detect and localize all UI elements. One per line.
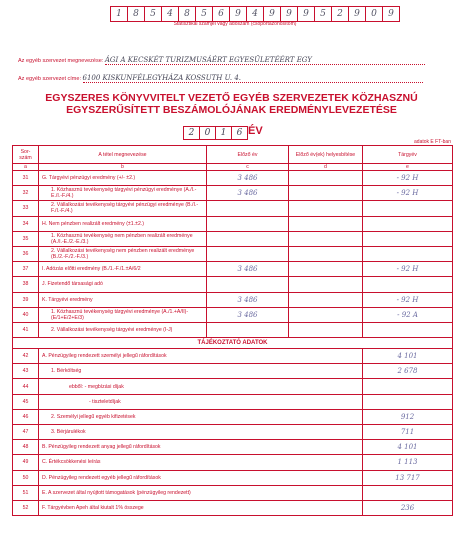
row-name: 1. Közhasznú tevékenység tárgyévi eredménye (A./1.+A/II)-(E/1+E/2+E/3) bbox=[39, 307, 207, 322]
year-digit: 0 bbox=[200, 127, 216, 139]
row-number: 49 bbox=[13, 455, 39, 470]
row-prev-value bbox=[207, 201, 289, 216]
stat-digit: 4 bbox=[247, 7, 264, 21]
year-digit: 1 bbox=[216, 127, 232, 139]
row-current-value: - 92 A bbox=[363, 307, 453, 322]
stat-digit: 5 bbox=[196, 7, 213, 21]
row-correction-value bbox=[289, 246, 363, 261]
row-number: 43 bbox=[13, 364, 39, 379]
row-name: 1. Bérköltség bbox=[39, 364, 363, 379]
table-row bbox=[13, 201, 453, 216]
row-prev-value: 3 486 bbox=[207, 292, 289, 307]
table-row bbox=[13, 500, 453, 515]
row-current-value bbox=[363, 394, 453, 409]
org-address-value: 6100 KISKUNFÉLEGYHÁZA KOSSUTH U. 4. bbox=[83, 74, 423, 83]
row-current-value bbox=[363, 246, 453, 261]
row-correction-value bbox=[289, 307, 363, 322]
row-prev-value bbox=[207, 277, 289, 292]
row-number: 32 bbox=[13, 186, 39, 201]
row-correction-value bbox=[289, 186, 363, 201]
table-row bbox=[13, 186, 453, 201]
stat-digit: 8 bbox=[179, 7, 196, 21]
row-correction-value bbox=[289, 171, 363, 186]
table-row bbox=[13, 171, 453, 186]
row-name: 2. Személyi jellegű egyéb kifizetések bbox=[39, 409, 363, 424]
table-row bbox=[13, 307, 453, 322]
row-name: 1. Közhasznú tevékenység nem pénzben realizált eredménye (A./I.-E./2.-E./3.) bbox=[39, 231, 207, 246]
table-row bbox=[13, 216, 453, 231]
org-address-label: Az egyéb szervezet címe: bbox=[18, 76, 81, 82]
row-number: 41 bbox=[13, 322, 39, 337]
table-row bbox=[13, 379, 453, 394]
row-name: 3. Bérjárulékok bbox=[39, 425, 363, 440]
row-prev-value bbox=[207, 246, 289, 261]
row-prev-value: 3 486 bbox=[207, 307, 289, 322]
stat-digit: 9 bbox=[298, 7, 315, 21]
row-name: D. Pénzügyileg rendezett egyéb jellegű ráfordítások bbox=[39, 470, 363, 485]
year-digit: 2 bbox=[184, 127, 200, 139]
row-correction-value bbox=[289, 201, 363, 216]
stat-digit: 6 bbox=[213, 7, 230, 21]
header-cur: Tárgyév bbox=[363, 146, 453, 164]
row-name: H. Nem pénzben realizált eredmény (±1.±2.) bbox=[39, 216, 207, 231]
stat-digit: 0 bbox=[366, 7, 383, 21]
stat-digit: 5 bbox=[315, 7, 332, 21]
row-correction-value bbox=[289, 216, 363, 231]
stat-digit: 2 bbox=[332, 7, 349, 21]
row-number: 40 bbox=[13, 307, 39, 322]
letter-a: a bbox=[13, 164, 39, 171]
row-number: 44 bbox=[13, 379, 39, 394]
table-row bbox=[13, 292, 453, 307]
row-current-value bbox=[363, 277, 453, 292]
row-current-value: - 92 H bbox=[363, 186, 453, 201]
year-digit: 6 bbox=[236, 128, 243, 138]
stat-digit: 9 bbox=[281, 7, 298, 21]
row-name: A. Pénzügyileg rendezett személyi jellegű ráfordítások bbox=[39, 349, 363, 364]
row-number: 48 bbox=[13, 440, 39, 455]
letter-c: c bbox=[207, 164, 289, 171]
stat-caption: Statisztikai számjel vagy adószám (csoportazonosítóm) bbox=[173, 21, 297, 27]
stat-digit: 5 bbox=[145, 7, 162, 21]
row-current-value: 711 bbox=[363, 425, 453, 440]
row-correction-value bbox=[289, 231, 363, 246]
row-prev-value: 3 486 bbox=[207, 171, 289, 186]
row-number: 45 bbox=[13, 394, 39, 409]
header-corr: Előző év(ek) helyesbítése bbox=[289, 146, 363, 164]
stat-digit: 9 bbox=[230, 7, 247, 21]
row-current-value bbox=[363, 485, 453, 500]
row-number: 47 bbox=[13, 425, 39, 440]
row-number: 42 bbox=[13, 349, 39, 364]
row-number: 50 bbox=[13, 470, 39, 485]
row-name: - tiszteletdíjak bbox=[39, 394, 363, 409]
row-prev-value bbox=[207, 231, 289, 246]
row-name: C. Értékcsökkenési leírás bbox=[39, 455, 363, 470]
row-prev-value bbox=[207, 322, 289, 337]
row-number: 38 bbox=[13, 277, 39, 292]
row-current-value: 236 bbox=[363, 500, 453, 515]
table-row bbox=[13, 485, 453, 500]
table-row bbox=[13, 394, 453, 409]
year-box bbox=[183, 126, 248, 140]
title-line-2: EGYSZERŰSÍTETT BESZÁMOLÓJÁNAK EREDMÉNYLEVEZETÉSE bbox=[66, 104, 397, 116]
row-current-value bbox=[363, 231, 453, 246]
row-number: 33 bbox=[13, 201, 39, 216]
stat-digit: 9 bbox=[388, 9, 394, 19]
table-row bbox=[13, 231, 453, 246]
stat-number-box bbox=[110, 6, 400, 22]
info-header-row bbox=[13, 338, 453, 349]
row-current-value: 912 bbox=[363, 409, 453, 424]
row-number: 34 bbox=[13, 216, 39, 231]
table-row bbox=[13, 440, 453, 455]
row-number: 37 bbox=[13, 262, 39, 277]
table-row bbox=[13, 425, 453, 440]
org-name-label: Az egyéb szervezet megnevezése: bbox=[18, 58, 104, 64]
row-number: 51 bbox=[13, 485, 39, 500]
unit-label: adatok E FT-ban bbox=[414, 139, 451, 145]
row-name: 2. Vállalkozási tevékenység tárgyévi pénzügyi eredménye (B./I.-F./I.-F./4.) bbox=[39, 201, 207, 216]
row-name: F. Tárgyévben Apeh által kiutalt 1% összege bbox=[39, 500, 363, 515]
row-prev-value bbox=[207, 216, 289, 231]
row-name: ebből: - megbízási díjak bbox=[39, 379, 363, 394]
table-row bbox=[13, 349, 453, 364]
table-row bbox=[13, 470, 453, 485]
row-number: 39 bbox=[13, 292, 39, 307]
row-name: 2. Vállalkozási tevékenység tárgyévi eredménye (I-J) bbox=[39, 322, 207, 337]
org-address-line bbox=[18, 74, 423, 83]
stat-digit: 9 bbox=[264, 7, 281, 21]
stat-digit: 8 bbox=[128, 7, 145, 21]
org-name-line bbox=[18, 56, 425, 65]
year-label: ÉV bbox=[248, 125, 263, 137]
row-current-value: 4 101 bbox=[363, 440, 453, 455]
table-row bbox=[13, 455, 453, 470]
row-current-value: - 92 H bbox=[363, 262, 453, 277]
row-current-value: - 92 H bbox=[363, 171, 453, 186]
row-current-value: - 92 H bbox=[363, 292, 453, 307]
table-row bbox=[13, 246, 453, 261]
row-current-value bbox=[363, 322, 453, 337]
table-row bbox=[13, 322, 453, 337]
row-number: 46 bbox=[13, 409, 39, 424]
table-row bbox=[13, 409, 453, 424]
row-current-value bbox=[363, 216, 453, 231]
row-name: G. Tárgyévi pénzügyi eredmény (+/- ±2.) bbox=[39, 171, 207, 186]
stat-digit: 9 bbox=[349, 7, 366, 21]
letter-b: b bbox=[39, 164, 207, 171]
letter-d: d bbox=[289, 164, 363, 171]
row-number: 36 bbox=[13, 246, 39, 261]
row-name: B. Pénzügyileg rendezett anyag jellegű ráfordítások bbox=[39, 440, 363, 455]
stat-digit: 1 bbox=[111, 7, 128, 21]
row-name: K. Tárgyévi eredmény bbox=[39, 292, 207, 307]
row-name: 1. Közhasznú tevékenység tárgyévi pénzügyi eredménye (A./I.-E./I.-F./4.) bbox=[39, 186, 207, 201]
info-header: TÁJÉKOZTATÓ ADATOK bbox=[13, 338, 453, 349]
table-row bbox=[13, 277, 453, 292]
row-current-value: 4 101 bbox=[363, 349, 453, 364]
row-prev-value: 3 486 bbox=[207, 262, 289, 277]
row-correction-value bbox=[289, 262, 363, 277]
row-correction-value bbox=[289, 277, 363, 292]
row-name: 2. Vállalkozási tevékenység nem pénzben realizált eredménye (B./2.-F./2.-F./3.) bbox=[39, 246, 207, 261]
row-correction-value bbox=[289, 292, 363, 307]
table-row bbox=[13, 364, 453, 379]
row-number: 35 bbox=[13, 231, 39, 246]
letter-e: e bbox=[363, 164, 453, 171]
result-table bbox=[12, 145, 453, 516]
row-name: J. Fizetendő társasági adó bbox=[39, 277, 207, 292]
header-sor: Sor- szám bbox=[13, 146, 39, 164]
title-line-1: EGYSZERES KÖNYVVITELT VEZETŐ EGYÉB SZERVEZETEK KÖZHASZNÚ bbox=[45, 92, 418, 104]
row-correction-value bbox=[289, 322, 363, 337]
row-name: E. A szervezet által nyújtott támogatások (pénzügyileg rendezett) bbox=[39, 485, 363, 500]
row-number: 31 bbox=[13, 171, 39, 186]
row-name: I. Adózás előtti eredmény (B./1.-F./1.±A/6/2 bbox=[39, 262, 207, 277]
header-name: A tétel megnevezése bbox=[39, 146, 207, 164]
row-current-value: 1 113 bbox=[363, 455, 453, 470]
table-row bbox=[13, 262, 453, 277]
row-current-value: 2 678 bbox=[363, 364, 453, 379]
row-current-value bbox=[363, 201, 453, 216]
row-number: 52 bbox=[13, 500, 39, 515]
header-prev: Előző év bbox=[207, 146, 289, 164]
row-current-value bbox=[363, 379, 453, 394]
row-prev-value: 3 486 bbox=[207, 186, 289, 201]
row-current-value: 13 717 bbox=[363, 470, 453, 485]
stat-digit: 4 bbox=[162, 7, 179, 21]
org-name-value: ÁGI A KECSKÉT TURIZMUSÁÉRT EGYESÜLETÉÉRT EGY bbox=[105, 56, 425, 65]
